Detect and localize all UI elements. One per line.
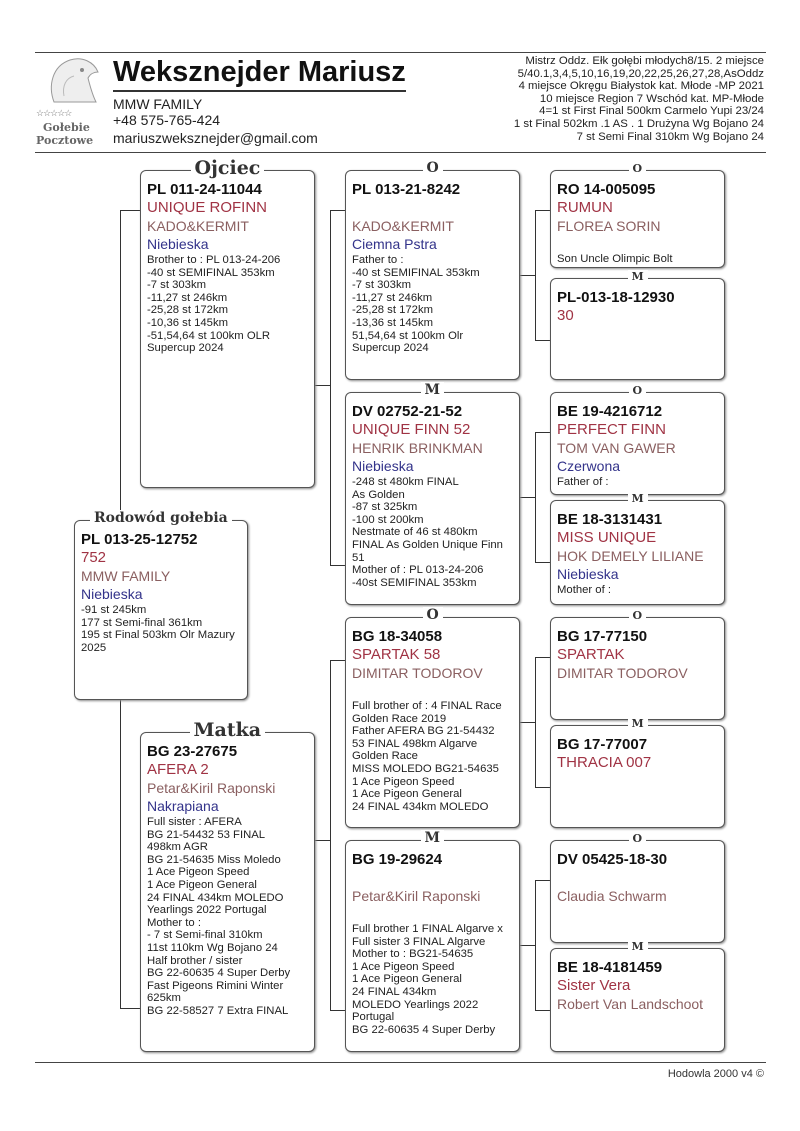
connector: [520, 722, 535, 723]
logo-text-1: Gołebie: [43, 121, 90, 134]
connector: [535, 657, 550, 658]
card-title: M: [628, 717, 648, 730]
email: mariuszweksznejder@gmail.com: [113, 130, 318, 146]
connector: [315, 385, 330, 386]
ring-number: BG 18-34058: [352, 628, 443, 645]
breeder: [557, 325, 719, 343]
pigeon-name: UNIQUE FINN 52: [352, 421, 471, 438]
pigeon-head-icon: [44, 56, 102, 104]
pigeon-name: AFERA 2: [147, 761, 209, 778]
connector: [330, 210, 345, 211]
connector: [535, 787, 550, 788]
connector: [535, 210, 536, 340]
pigeon-name: PERFECT FINN: [557, 421, 666, 438]
header-bottom-rule: [35, 152, 766, 153]
logo-text-2: Pocztowe: [36, 134, 94, 147]
pigeon-card-fmm[interactable]: [550, 500, 725, 605]
breeder: [557, 772, 719, 790]
card-title: M: [628, 492, 648, 505]
ring-number: BG 23-27675: [147, 743, 238, 760]
connector: [330, 660, 331, 1010]
pigeon-name: [352, 199, 514, 217]
pigeon-name: SPARTAK 58: [352, 646, 441, 663]
pigeon-card-mother[interactable]: [140, 732, 315, 1052]
card-title: M: [421, 382, 445, 398]
breeder: MMW FAMILY: [81, 568, 171, 584]
plumage-color: Czerwona: [557, 458, 621, 474]
breeder: TOM VAN GAWER: [557, 440, 676, 456]
connector: [535, 562, 550, 563]
pigeon-name: 752: [81, 549, 107, 566]
plumage-color: Niebieska: [352, 458, 414, 474]
achievements-text: Brother to : PL 013-24-206 -40 st SEMIFINAL 353km -7 st 303km -11,27 st 246km -25,28 st 172km -10,36 st 145km -51,54,64 st 100km OLR Supercup 2024: [147, 254, 281, 355]
connector: [120, 210, 121, 520]
ring-number: BE 19-4216712: [557, 403, 663, 420]
pigeon-name: SPARTAK: [557, 646, 625, 663]
card-title: M: [628, 270, 648, 283]
card-title: Matka: [190, 719, 266, 741]
connector: [120, 1008, 140, 1009]
card-title: Rodowód gołebia: [90, 510, 232, 526]
breeder: KADO&KERMIT: [352, 218, 454, 234]
connector: [535, 432, 536, 562]
header-top-rule: [35, 52, 766, 53]
plumage-color: Niebieska: [557, 566, 619, 582]
footer-rule: [35, 1062, 766, 1063]
connector: [330, 565, 345, 566]
achievements-text: -248 st 480km FINAL As Golden -87 st 325km -100 st 200km Nestmate of 46 st 480km FINAL As Golden Unique Finn 51 Mother of : PL 013-24-206 -40st SEMIFINAL 353km: [352, 476, 503, 589]
connector: [520, 497, 535, 498]
connector: [330, 210, 331, 565]
pigeon-name: RUMUN: [557, 199, 613, 216]
ring-number: PL-013-18-12930: [557, 289, 675, 306]
pigeon-card-subject[interactable]: [74, 520, 248, 700]
achievements-text: -91 st 245km 177 st Semi-final 361km 195 st Final 503km Olr Mazury 2025: [81, 604, 235, 654]
pigeon-card-mm[interactable]: [345, 840, 520, 1052]
pigeon-name: [352, 869, 514, 887]
achievements-text: Mother of :: [557, 584, 611, 596]
breeder: HOK DEMELY LILIANE: [557, 548, 704, 564]
pigeon-card-mff[interactable]: [550, 617, 725, 720]
achievements: Mistrz Oddz. Ełk gołębi młodych8/15. 2 miejsce 5/40.1,3,4,5,10,16,19,20,22,25,26,27,28,AsOddz 4 miejsce Okręgu Białystok kat. Młode -MP 2021 10 miejsce Region 7 Wschód kat. MP-Młode 4=1 st First Final 500km Carmelo Yupi 23/24 1 st Final 502km .1 AS . 1 Drużyna Wg Bojano 24 7 st Semi Final 310km Wg Bojano 24: [513, 55, 764, 143]
connector: [535, 880, 550, 881]
connector: [535, 432, 550, 433]
card-title: O: [629, 384, 647, 397]
pigeon-card-ff[interactable]: [345, 170, 520, 380]
connector: [330, 660, 345, 661]
ring-number: RO 14-005095: [557, 181, 656, 198]
achievements-text: Father to : -40 st SEMIFINAL 353km -7 st 303km -11,27 st 246km -25,28 st 172km -13,36 st 145km 51,54,64 st 100km Olr Supercup 2024: [352, 254, 480, 355]
ring-number: BG 19-29624: [352, 851, 443, 868]
breeder: Petar&Kiril Raponski: [352, 888, 481, 904]
logo-stars: ☆☆☆☆☆: [36, 108, 72, 118]
family-name: MMW FAMILY: [113, 96, 203, 112]
pigeon-name: [557, 869, 719, 887]
plumage-color: Nakrapiana: [147, 798, 219, 814]
breeder: Robert Van Landschoot: [557, 996, 704, 1012]
ring-number: DV 05425-18-30: [557, 851, 668, 868]
pigeon-card-mmf[interactable]: [550, 840, 725, 943]
card-title: O: [629, 609, 647, 622]
breeder: Petar&Kiril Raponski: [147, 780, 276, 796]
owner-name: Weksznejder Mariusz: [113, 56, 406, 92]
phone: +48 575-765-424: [113, 112, 221, 128]
connector: [120, 700, 121, 1009]
connector: [535, 1010, 550, 1011]
pigeon-card-fmf[interactable]: [550, 392, 725, 495]
connector: [535, 340, 550, 341]
ring-number: BG 17-77007: [557, 736, 648, 753]
pigeon-card-fm[interactable]: [345, 392, 520, 605]
breeder: Claudia Schwarm: [557, 888, 667, 904]
ring-number: BG 17-77150: [557, 628, 648, 645]
achievements-text: Son Uncle Olimpic Bolt: [557, 253, 673, 265]
logo: [36, 56, 108, 148]
breeder: DIMITAR TODOROV: [557, 665, 688, 681]
card-title: M: [628, 940, 648, 953]
footer-credit: Hodowla 2000 v4 ©: [667, 1068, 764, 1080]
achievements-text: Full brother of : 4 FINAL Race Golden Race 2019 Father AFERA BG 21-54432 53 FINAL 498km Algarve Golden Race MISS MOLEDO BG21-54635 1 Ace Pigeon Speed 1 Ace Pigeon General 24 FINAL 434km MOLEDO: [352, 700, 502, 813]
pigeon-name: 30: [557, 307, 574, 324]
connector: [315, 840, 330, 841]
ring-number: BE 18-3131431: [557, 511, 663, 528]
ring-number: DV 02752-21-52: [352, 403, 463, 420]
pigeon-card-mmm[interactable]: [550, 948, 725, 1052]
plumage-color: Niebieska: [147, 236, 209, 252]
pigeon-name: THRACIA 007: [557, 754, 652, 771]
pigeon-card-father[interactable]: [140, 170, 315, 488]
pigeon-card-mfm[interactable]: [550, 725, 725, 828]
plumage-color: Ciemna Pstra: [352, 236, 437, 252]
connector: [535, 210, 550, 211]
card-title: O: [629, 162, 647, 175]
achievements-text: Full brother 1 FINAL Algarve x Full sister 3 FINAL Algarve Mother to : BG21-54635 1 Ace Pigeon Speed 1 Ace Pigeon General 24 FINAL 434km MOLEDO Yearlings 2022 Portugal BG 22-60635 4 Super Derby: [352, 923, 503, 1036]
connector: [535, 880, 536, 1010]
pigeon-card-ffm[interactable]: [550, 278, 725, 380]
connector: [520, 275, 535, 276]
pigeon-card-mf[interactable]: [345, 617, 520, 828]
breeder: DIMITAR TODOROV: [352, 665, 483, 681]
achievements-text: Father of :: [557, 476, 609, 488]
pigeon-name: MISS UNIQUE: [557, 529, 657, 546]
connector: [330, 1010, 345, 1011]
card-title: O: [629, 832, 647, 845]
achievements-text: Full sister : AFERA BG 21-54432 53 FINAL 498km AGR BG 21-54635 Miss Moledo 1 Ace Pigeon Speed 1 Ace Pigeon General 24 FINAL 434km MOLEDO Yearlings 2022 Portugal Mother to : - 7 st Semi-final 310km 11st 110km Wg Bojano 24 Half brother / sister BG 22-60635 4 Super Derby Fast Pigeons Rimini Winter 625km BG 22-58527 7 Extra FINAL: [147, 816, 291, 1017]
connector: [120, 210, 140, 211]
breeder: KADO&KERMIT: [147, 218, 249, 234]
ring-number: BE 18-4181459: [557, 959, 663, 976]
pigeon-card-fff[interactable]: [550, 170, 725, 268]
card-title: O: [423, 160, 443, 176]
plumage-color: Niebieska: [81, 586, 143, 602]
breeder: FLOREA SORIN: [557, 218, 661, 234]
pigeon-name: UNIQUE ROFINN: [147, 199, 267, 216]
card-title: O: [423, 607, 443, 623]
card-title: Ojciec: [191, 157, 265, 179]
connector: [520, 945, 535, 946]
pigeon-name: Sister Vera: [557, 977, 631, 994]
ring-number: PL 011-24-11044: [147, 181, 262, 198]
ring-number: PL 013-21-8242: [352, 181, 461, 198]
ring-number: PL 013-25-12752: [81, 531, 198, 548]
breeder: HENRIK BRINKMAN: [352, 440, 483, 456]
card-title: M: [421, 830, 445, 846]
connector: [535, 657, 536, 787]
